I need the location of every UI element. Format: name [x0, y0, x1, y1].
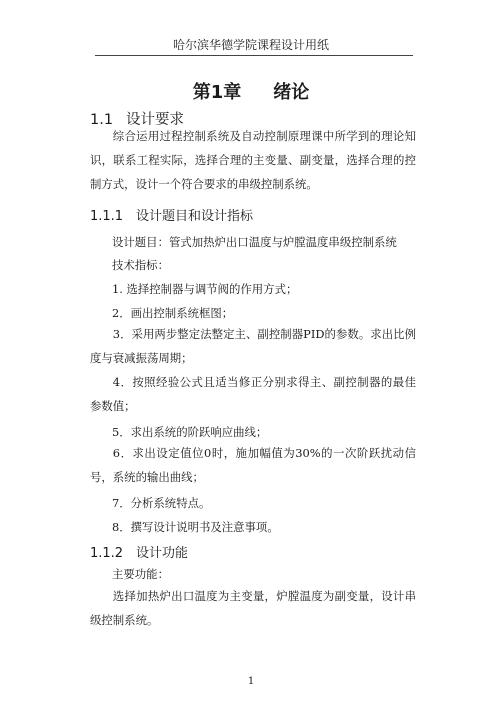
- main-functions-label: 主要功能：: [112, 567, 169, 581]
- list-item: 7．分析系统特点。: [112, 496, 211, 510]
- chapter-title: [0, 78, 502, 104]
- chapter-number: 第1章: [192, 82, 242, 103]
- list-item: 8．撰写设计说明书及注意事项。: [112, 520, 279, 534]
- list-item: 5．求出系统的阶跃响应曲线；: [112, 425, 268, 439]
- page-header: 哈尔滨华德学院课程设计用纸: [172, 38, 329, 52]
- section-title: 设计题目和设计指标: [136, 209, 254, 224]
- section-heading-1-1-1: [90, 205, 253, 224]
- section-title: 设计要求: [126, 112, 184, 128]
- tech-indicators-label: 技术指标：: [112, 258, 169, 272]
- section-number: 1.1.2: [90, 546, 124, 561]
- section-heading-1-1-2: [90, 542, 188, 561]
- paragraph-functions: 选择加热炉出口温度为主变量，炉膛温度为副变量，设计串级控制系统。: [90, 589, 416, 627]
- list-item: 1. 选择控制器与调节阀的作用方式；: [112, 282, 298, 296]
- paragraph-requirements: 综合运用过程控制系统及自动控制原理课中所学到的理论知识，联系工程实际，选择合理的主变量、副变量，选择合理的控制方式，设计一个符合要求的串级控制系统。: [90, 129, 416, 191]
- section-number: 1.1.1: [90, 209, 124, 224]
- list-item: 2．画出控制系统框图；: [112, 306, 234, 320]
- section-number: 1.1: [90, 112, 114, 128]
- design-topic: 设计题目：管式加热炉出口温度与炉膛温度串级控制系统: [112, 235, 397, 249]
- list-item: 6．求出设定值位0时，施加幅值为30%的一次阶跃扰动信号，系统的输出曲线；: [90, 446, 416, 484]
- page-number: 1: [247, 676, 255, 687]
- section-title: 设计功能: [136, 546, 189, 561]
- header-rule: [95, 55, 413, 56]
- list-item: 3．采用两步整定法整定主、副控制器PID的参数。求出比例度与衰减振荡周期；: [90, 327, 416, 365]
- list-item: 4．按照经验公式且适当修正分别求得主、副控制器的最佳参数值；: [90, 375, 416, 413]
- chapter-name: 绪论: [273, 82, 310, 103]
